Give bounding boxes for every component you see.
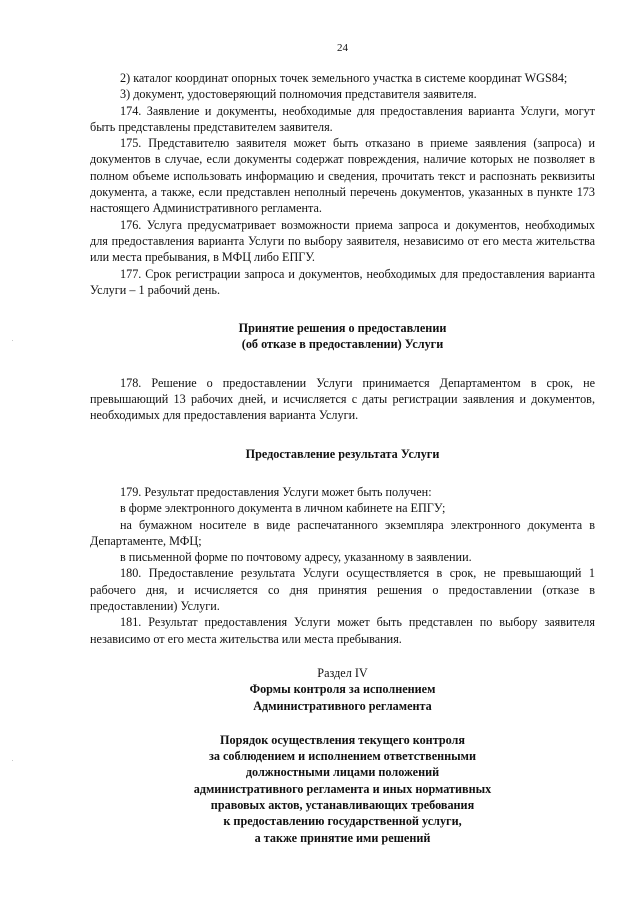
- section-heading: Принятие решения о предоставлении: [238, 321, 447, 336]
- document-body: [90, 70, 595, 846]
- list-item: на бумажном носителе в виде распечатанного экземпляра электронного документа в Департаменте, МФЦ;: [90, 517, 595, 548]
- subsection-heading: а также принятие ими решений: [254, 830, 431, 845]
- list-item: в форме электронного документа в личном кабинете на ЕПГУ;: [120, 501, 446, 516]
- chapter-title: Формы контроля за исполнением: [249, 682, 436, 697]
- clause-180: 180. Предоставление результата Услуги осуществляется в срок, не превышающий 1 рабочего дня, и исчисляется со дня принятия решения о предоставлении (отказе в предоставлении) Услуги.: [90, 566, 595, 614]
- list-item: 3) документ, удостоверяющий полномочия представителя заявителя.: [120, 87, 477, 102]
- clause-176: 176. Услуга предусматривает возможности приема запроса и документов, необходимых для предоставления варианта Услуги по выбору заявителя, независимо от его места жительства или места пребывания, в МФЦ либо ЕПГУ.: [90, 217, 595, 265]
- chapter-title: Административного регламента: [253, 698, 432, 713]
- page-number: 24: [337, 42, 348, 54]
- clause-174: 174. Заявление и документы, необходимые для предоставления варианта Услуги, могут быть представлены представителем заявителя.: [90, 103, 595, 134]
- subsection-heading: правовых актов, устанавливающих требования: [210, 797, 475, 812]
- list-item: в письменной форме по почтовому адресу, указанному в заявлении.: [120, 550, 472, 565]
- section-heading: (об отказе в предоставлении) Услуги: [241, 337, 444, 352]
- clause-178: 178. Решение о предоставлении Услуги принимается Департаментом в срок, не превышающий 13 рабочих дней, и исчисляется с даты регистрации заявления и документов, необходимых для предоставления варианта Услуги.: [90, 375, 595, 423]
- clause-175: 175. Представителю заявителя может быть отказано в приеме заявления (запроса) и документов в случае, если документы содержат повреждения, наличие которых не позволяет в полном объеме использовать информацию и сведения, прочитать текст и распознать реквизиты документа, а также, если представлен неполный перечень документов, указанных в пункте 173 настоящего Административного регламента.: [90, 136, 595, 216]
- scan-mark: [12, 760, 13, 761]
- section-heading: Предоставление результата Услуги: [245, 446, 440, 461]
- section-number: Раздел IV: [317, 665, 368, 680]
- subsection-heading: Порядок осуществления текущего контроля: [220, 732, 465, 747]
- scan-mark: [12, 340, 13, 341]
- subsection-heading: должностными лицами положений: [245, 765, 440, 780]
- subsection-heading: за соблюдением и исполнением ответственными: [208, 749, 476, 764]
- subsection-heading: к предоставлению государственной услуги,: [223, 814, 462, 829]
- clause-179: 179. Результат предоставления Услуги может быть получен:: [120, 484, 432, 499]
- clause-177: 177. Срок регистрации запроса и документов, необходимых для предоставления варианта Услуги – 1 рабочий день.: [90, 266, 595, 297]
- subsection-heading: административного регламента и иных нормативных: [193, 781, 492, 796]
- clause-181: 181. Результат предоставления Услуги может быть представлен по выбору заявителя независимо от его места жительства или места пребывания.: [90, 615, 595, 646]
- list-item: 2) каталог координат опорных точек земельного участка в системе координат WGS84;: [120, 71, 568, 85]
